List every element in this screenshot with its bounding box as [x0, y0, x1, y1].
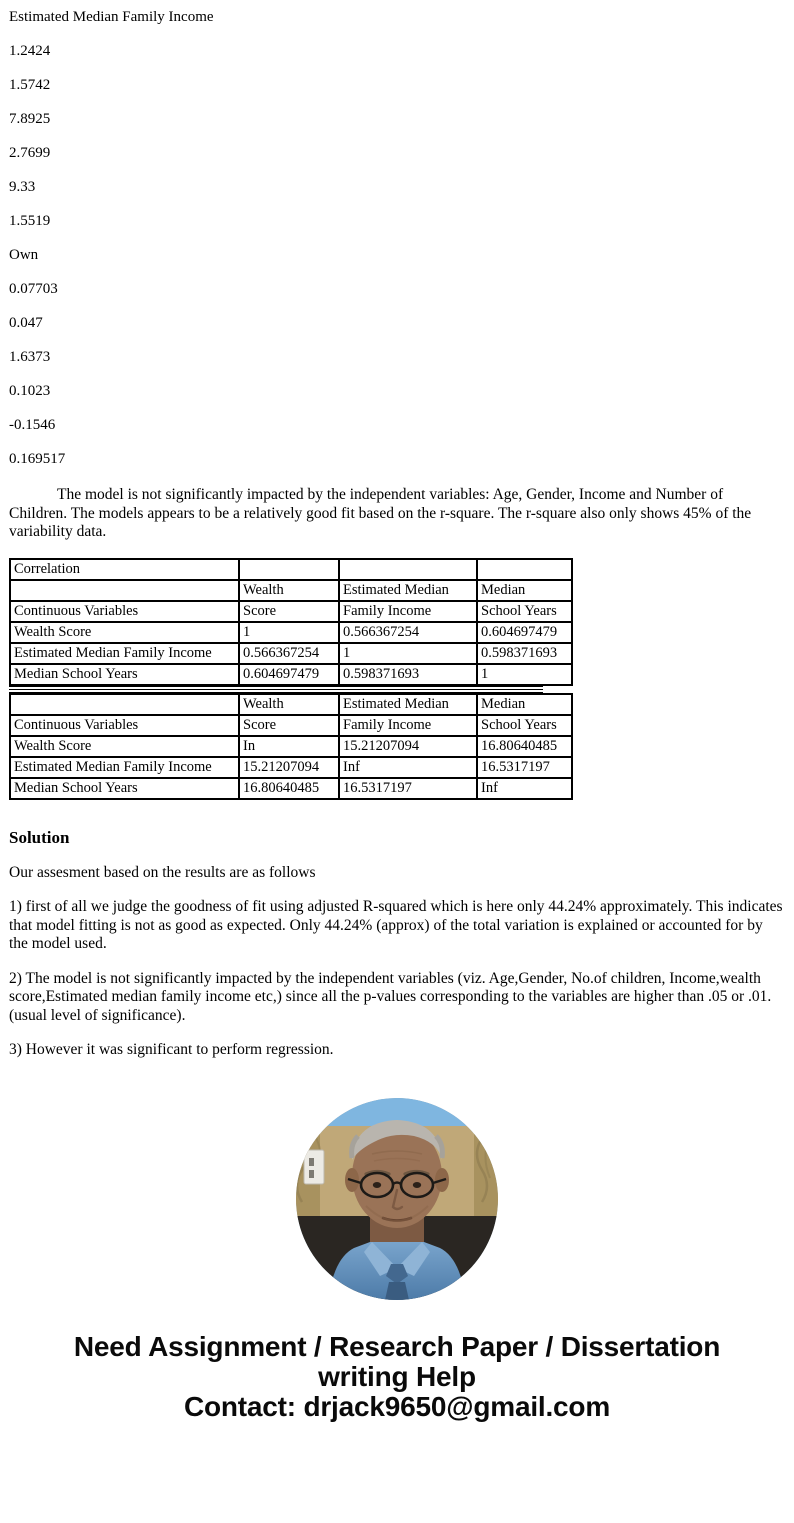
table-row	[10, 622, 572, 643]
row-label: Wealth Score	[10, 736, 239, 757]
table-cell: 15.21207094	[239, 757, 339, 778]
table-cell: 16.80640485	[477, 736, 572, 757]
row-label: Wealth Score	[10, 622, 239, 643]
column-header: School Years	[477, 715, 572, 736]
list-item: -0.1546	[9, 417, 56, 433]
solution-point-3: 3) However it was significant to perform regression.	[9, 1041, 334, 1058]
table-cell: 16.5317197	[477, 757, 572, 778]
list-item: 0.1023	[9, 383, 51, 399]
variance-inflation-table	[9, 693, 573, 800]
intro-paragraph: The model is not significantly impacted by the independent variables: Age, Gender, Income and Number of Children. The models appears to be a relatively good fit based on the r-square. The r-square also only shows 45% of the variability data.	[9, 486, 752, 540]
list-item: 9.33	[9, 179, 36, 195]
table-row	[10, 778, 572, 799]
table-row	[10, 664, 572, 685]
table-row	[10, 559, 572, 580]
table-title-cell: Correlation	[10, 559, 239, 580]
correlation-table-wrapper	[9, 558, 558, 686]
table-cell: 0.604697479	[477, 622, 572, 643]
list-item: 1.5519	[9, 213, 51, 229]
table-cell-empty	[339, 559, 477, 580]
table-cell: 1	[339, 643, 477, 664]
list-item: Own	[9, 247, 39, 263]
list-item: 1.5742	[9, 77, 51, 93]
avatar	[296, 1098, 498, 1300]
table-cell: Inf	[339, 757, 477, 778]
table-cell: In	[239, 736, 339, 757]
list-item: 2.7699	[9, 145, 51, 161]
table-header-row-top	[10, 694, 572, 715]
list-item: 7.8925	[9, 111, 51, 127]
column-header	[10, 580, 239, 601]
column-header: Family Income	[339, 601, 477, 622]
solution-point-1: 1) first of all we judge the goodness of fit using adjusted R-squared which is here only 44.24% approximately. This indicates that model fitting is not as good as expected. Only 44.24% (approx) of the total variation is explained or accounted for by the model used.	[9, 898, 783, 952]
column-header: Median	[477, 580, 572, 601]
row-label: Median School Years	[10, 778, 239, 799]
column-header: Median	[477, 694, 572, 715]
table-cell: 0.604697479	[239, 664, 339, 685]
table-row	[10, 757, 572, 778]
table-cell: 0.598371693	[477, 643, 572, 664]
column-header	[10, 694, 239, 715]
solution-point-2: 2) The model is not significantly impacted by the independent variables (viz. Age,Gender, No.of children, Income,wealth score,Estimated median family income etc,) since all the p-values corresponding to the variables are higher than .05 or .01. (usual level of significance).	[9, 969, 772, 1024]
table-divider	[9, 686, 543, 693]
table-cell: 16.80640485	[239, 778, 339, 799]
promo-contact-email: Contact: drjack9650@gmail.com	[183, 1390, 611, 1422]
table-cell-empty	[239, 559, 339, 580]
table-header-row-bottom	[10, 715, 572, 736]
list-item: 1.6373	[9, 349, 51, 365]
column-header: Score	[239, 715, 339, 736]
row-label: Estimated Median Family Income	[10, 757, 239, 778]
table-cell: Inf	[477, 778, 572, 799]
row-label: Median School Years	[10, 664, 239, 685]
column-header: Continuous Variables	[10, 601, 239, 622]
column-header: Wealth	[239, 580, 339, 601]
list-item: 0.169517	[9, 451, 66, 467]
column-header: Estimated Median	[339, 694, 477, 715]
table-row	[10, 736, 572, 757]
second-table-wrapper	[9, 693, 558, 800]
value-list	[0, 0, 794, 476]
promo-line-1: Need Assignment / Research Paper / Dissertation	[73, 1330, 721, 1362]
table-cell: 0.566367254	[339, 622, 477, 643]
list-item: 0.047	[9, 315, 43, 331]
table-cell: 0.566367254	[239, 643, 339, 664]
correlation-table	[9, 558, 573, 686]
table-cell-empty	[477, 559, 572, 580]
row-label: Estimated Median Family Income	[10, 643, 239, 664]
table-cell: 1	[239, 622, 339, 643]
table-header-row-top	[10, 580, 572, 601]
column-header: Wealth	[239, 694, 339, 715]
column-header: Estimated Median	[339, 580, 477, 601]
table-header-row-bottom	[10, 601, 572, 622]
table-cell: 0.598371693	[339, 664, 477, 685]
column-header: Continuous Variables	[10, 715, 239, 736]
promo-line-2: writing Help	[318, 1360, 476, 1392]
column-header: Family Income	[339, 715, 477, 736]
column-header: School Years	[477, 601, 572, 622]
table-row	[10, 643, 572, 664]
list-item: Estimated Median Family Income	[9, 9, 214, 25]
list-item: 1.2424	[9, 43, 51, 59]
photo-block	[0, 1098, 794, 1300]
table-cell: 15.21207094	[339, 736, 477, 757]
table-cell: 1	[477, 664, 572, 685]
solution-lead: Our assesment based on the results are as follows	[9, 863, 316, 881]
list-item: 0.07703	[9, 281, 58, 297]
solution-heading: Solution	[9, 827, 70, 847]
column-header: Score	[239, 601, 339, 622]
portrait-photo-icon	[296, 1098, 498, 1300]
table-cell: 16.5317197	[339, 778, 477, 799]
promo-banner	[0, 1332, 794, 1422]
